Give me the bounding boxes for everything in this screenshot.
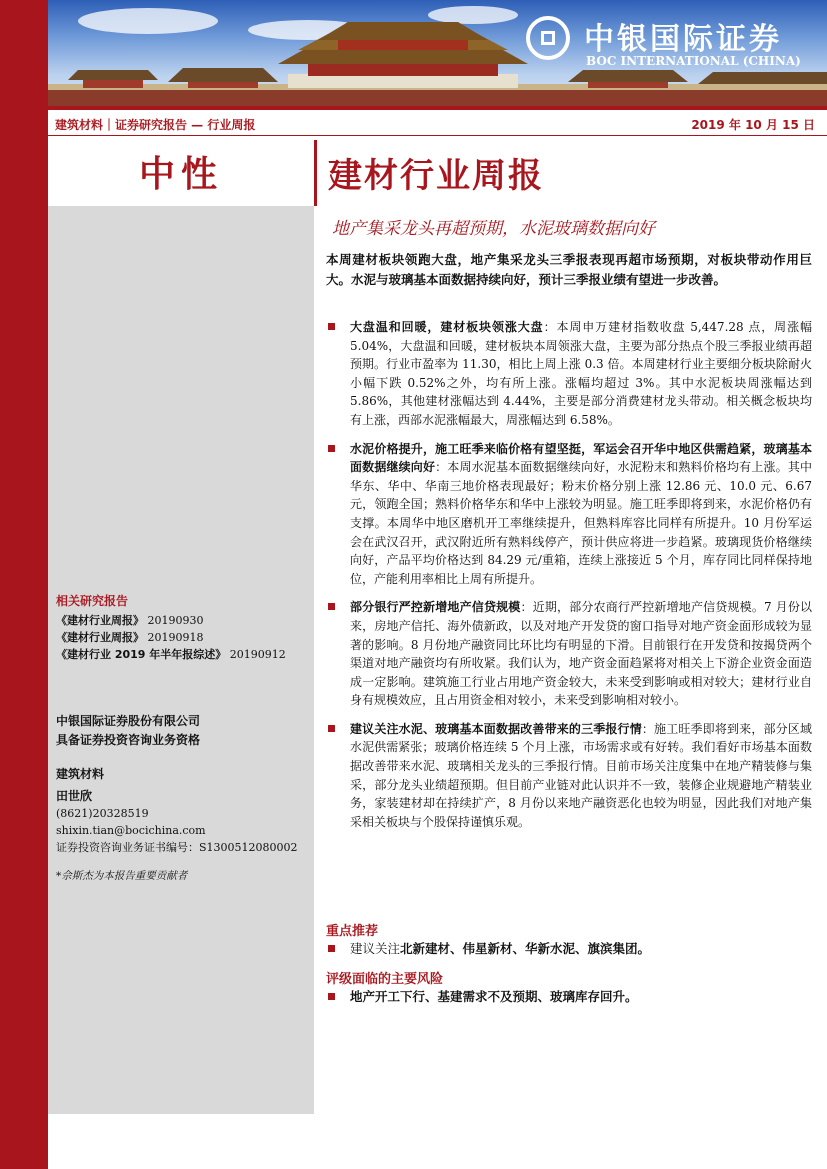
square-bullet-icon (328, 323, 335, 330)
sidebar-industry: 建筑材料 (56, 767, 105, 781)
company-name: 中银国际证券股份有限公司 (56, 714, 201, 728)
boc-coin-logo-icon (526, 16, 570, 60)
square-bullet-icon (328, 993, 335, 1000)
square-bullet-icon (328, 445, 335, 452)
bullet-body: ：施工旺季即将到来，部分区域水泥供需紧张；玻璃价格连续 5 个月上涨，市场需求或有好转。我们看好市场基本面数据改善带来水泥、玻璃相关龙头的三季报行情。目前市场关注度集中在地产精装修与集采，部分龙头业绩超预期。但目前产业链对此认识并不一致，装修企业规避地产精装业务，家装建材却在持续扩产，8 月份以来地产融资恶化也较为明显，因此我们对地产集采相关板块与个股保持谨慎乐观。 (350, 721, 812, 829)
list-item (326, 440, 812, 589)
square-bullet-icon (328, 603, 335, 610)
header-banner (48, 0, 827, 106)
bullet-heading: 水泥价格提升，施工旺季来临价格有望坚挺，军运会召开华中地区供需趋紧，玻璃基本面数据继续向好 (350, 441, 812, 475)
risks-title: 评级面临的主要风险 (326, 972, 444, 987)
list-item: 《建材行业周报》 20190930 (56, 614, 204, 627)
bullet-heading: 建议关注水泥、玻璃基本面数据改善带来的三季报行情 (350, 721, 642, 736)
bullet-body: ：本周申万建材指数收盘 5,447.28 点，周涨幅 5.04%，大盘温和回暖，建材板块本周领涨大盘，主要为部分热点个股三季报业绩再超预期。行业市盈率为 11.30，相比上周上涨 0.3 倍。本周建材行业主要细分板块除耐火小幅下跌 0.52%之外，均有所上涨。涨幅均超过 3%。其中水泥板块周涨幅达到 5.86%，其他建材涨幅达到 4.44%，主要是部分消费建材龙头带动。相关概念板块均有上涨，西部水泥涨幅最大，周涨幅达到 6.58%。 (350, 320, 812, 427)
analyst-license: 证券投资咨询业务证书编号：S1300512080002 (56, 841, 298, 854)
bullet-heading: 大盘温和回暖，建材板块领涨大盘 (350, 320, 544, 334)
summary: 本周建材板块领跑大盘，地产集采龙头三季报表现再超市场预期，对板块带动作用巨大。水泥与玻璃基本面数据持续向好，预计三季报业绩有望进一步改善。 (326, 252, 812, 287)
list-item: 《建材行业周报》 20190918 (56, 631, 204, 644)
key-picks (326, 940, 827, 958)
left-red-bar (0, 0, 48, 1169)
analyst-name: 田世欣 (56, 789, 93, 803)
company-info (56, 712, 200, 750)
square-bullet-icon (328, 725, 335, 732)
key-picks-title: 重点推荐 (326, 924, 379, 939)
risks (326, 988, 827, 1006)
list-item (326, 720, 812, 832)
contributor-note: *佘斯杰为本报告重要贡献者 (56, 870, 188, 882)
bullet-body: ：本周水泥基本面数据继续向好，水泥粉末和熟料价格均有上涨。其中华东、华中、华南三地价格表现最好；粉末价格分别上涨 12.86 元、10.0 元、6.67 元，领跑全国；熟料价格华东和华中上涨较为明显。施工旺季即将到来，水泥价格仍有支撑。本周华中地区磨机开工率继续提升，但熟料库容比同样有所提升。10 月份军运会在武汉召开，武汉附近所有熟料线停产，预计供应将进一步趋紧。玻璃现货价格继续向好，产品平均价格达到 84.29 元/重箱，连续上涨接近 5 个月，库存同比同样保持地位，产能利用率相比上周有所提升。 (350, 460, 812, 586)
analyst-phone: (8621)20328519 (56, 807, 149, 820)
rating: 中性 (138, 154, 223, 195)
list-item (326, 318, 812, 430)
page-title: 建材行业周报 (328, 156, 544, 196)
header-rule (48, 135, 827, 136)
key-picks-prefix: 建议关注 (350, 941, 401, 956)
brand-name-cn: 中银国际证券 (584, 22, 782, 57)
report-date: 2019 年 10 月 15 日 (691, 118, 815, 132)
analyst-email[interactable]: shixin.tian@bocichina.com (56, 824, 206, 837)
title-divider (314, 140, 317, 206)
bullet-list (326, 318, 812, 841)
related-reports-title: 相关研究报告 (56, 594, 129, 608)
brand-name-en: BOC INTERNATIONAL (CHINA) (586, 54, 801, 68)
company-qualification: 具备证券投资咨询业务资格 (56, 733, 201, 747)
bullet-body: ：近期，部分农商行严控新增地产信贷规模。7 月份以来，房地产信托、海外债新政，以及对地产开发贷的窗口指导对地产资金面形成较为显著的影响。8 月份地产融资同比环比均有明显的下滑。目前银行在开发贷和按揭贷两个渠道对地产融资均有所收紧。我们认为，地产资金面趋紧将对相关上下游企业资金面造成一定影响。建筑施工行业占用地产资金较大，未来受到影响或相对较大；建材行业自身有规模效应，且占用资金相对较小，未来受到影响相对较小。 (350, 600, 812, 708)
bullet-heading: 部分银行严控新增地产信贷规模 (350, 600, 521, 615)
report-category: 建筑材料｜证券研究报告 — 行业周报 (55, 118, 256, 132)
risks-text: 地产开工下行、基建需求不及预期、玻璃库存回升。 (350, 989, 638, 1004)
list-item (326, 598, 812, 710)
header-divider (48, 106, 827, 110)
page-subtitle: 地产集采龙头再超预期，水泥玻璃数据向好 (332, 219, 655, 239)
square-bullet-icon (328, 945, 335, 952)
list-item: 《建材行业 2019 年半年报综述》 20190912 (56, 648, 286, 661)
rating-box (48, 140, 314, 206)
key-picks-names: 北新建材、伟星新材、华新水泥、旗滨集团。 (400, 941, 651, 956)
related-reports (56, 612, 286, 663)
analyst-info (56, 788, 298, 856)
